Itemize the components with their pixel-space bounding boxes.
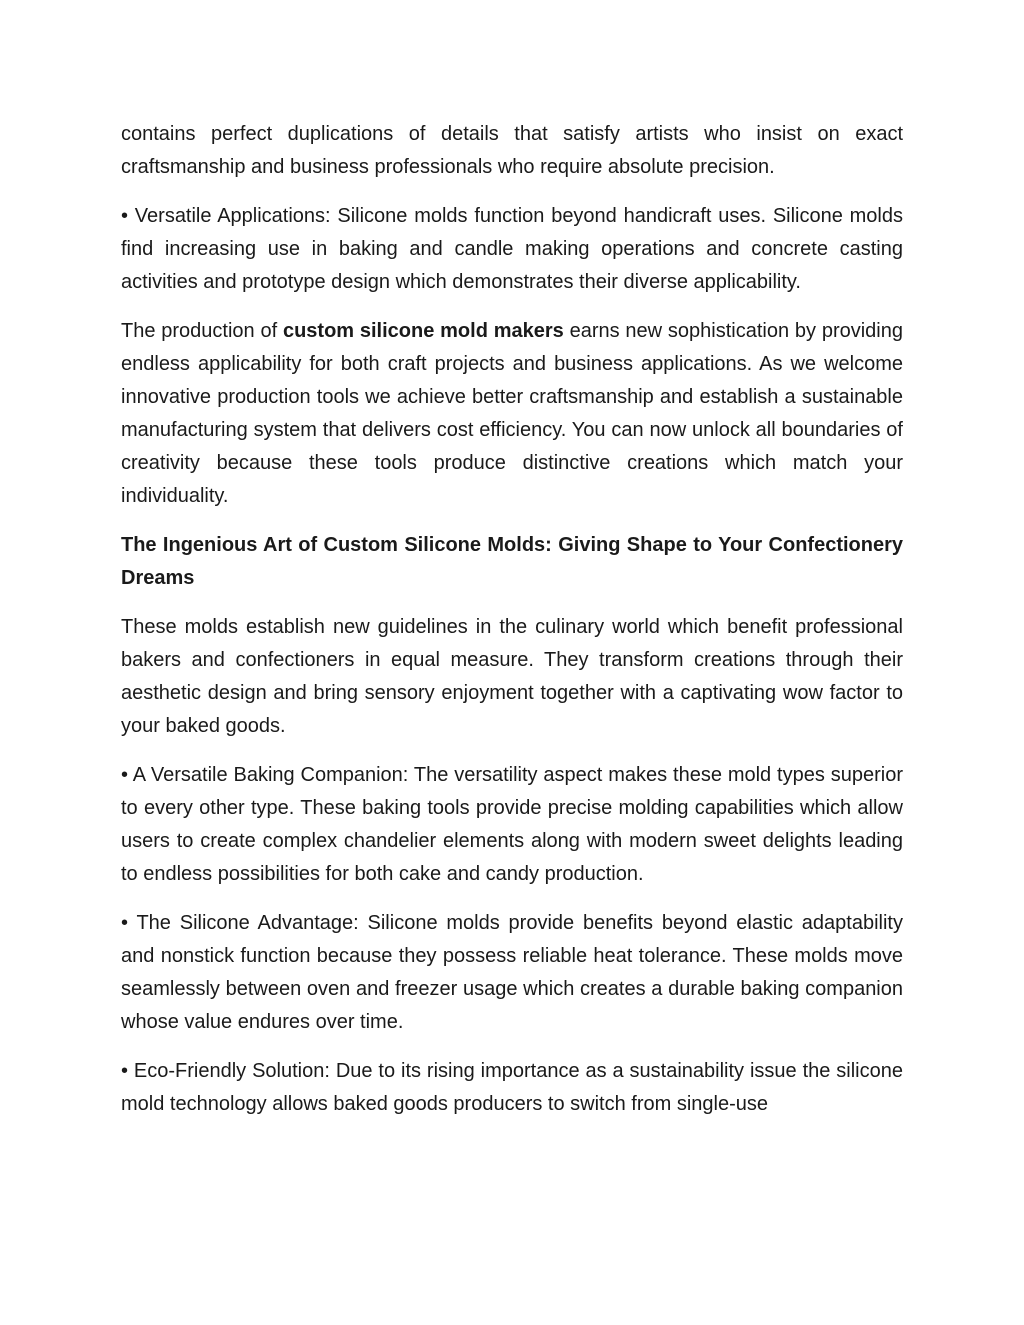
section-heading: The Ingenious Art of Custom Silicone Molds: Giving Shape to Your Confectionery Dreams — [121, 534, 903, 589]
paragraph-culinary-guidelines: These molds establish new guidelines in the culinary world which benefit professional bakers and confectioners in equal measure. They transform creations through their aesthetic design and bring sensory enjoyment together with a captivating wow factor to your baked goods. — [121, 616, 903, 737]
bullet-versatile-baking-companion: • A Versatile Baking Companion: The versatility aspect makes these mold types superior to every other type. These baking tools provide precise molding capabilities which allow users to create complex chandelier elements along with modern sweet delights leading to endless possibilities for both cake and candy production. — [121, 764, 903, 885]
bullet-silicone-advantage: • The Silicone Advantage: Silicone molds provide benefits beyond elastic adaptability and nonstick function because they possess reliable heat tolerance. These molds move seamlessly between oven and freezer usage which creates a durable baking companion whose value endures over time. — [121, 912, 903, 1033]
bullet-versatile-applications: • Versatile Applications: Silicone molds function beyond handicraft uses. Silicone molds find increasing use in baking and candle making operations and concrete casting activities and prototype design which demonstrates their diverse applicability. — [121, 205, 903, 293]
keyword-custom-silicone-mold-makers: custom silicone mold makers — [282, 320, 564, 342]
document-page — [121, 118, 903, 1137]
paragraph-production-lead: The production of — [121, 320, 283, 342]
paragraph-precision: contains perfect duplications of details that satisfy artists who insist on exact craftsmanship and business professionals who require absolute precision. — [121, 123, 903, 178]
bullet-eco-friendly-solution: • Eco-Friendly Solution: Due to its rising importance as a sustainability issue the silicone mold technology allows baked goods producers to switch from single-use — [121, 1060, 903, 1115]
paragraph-production-rest: earns new sophistication by providing endless applicability for both craft projects and business applications. As we welcome innovative production tools we achieve better craftsmanship and establish a sustainable manufacturing system that delivers cost efficiency. You can now unlock all boundaries of creativity because these tools produce distinctive creations which match your individuality. — [121, 320, 903, 507]
paragraph-production — [121, 315, 903, 513]
